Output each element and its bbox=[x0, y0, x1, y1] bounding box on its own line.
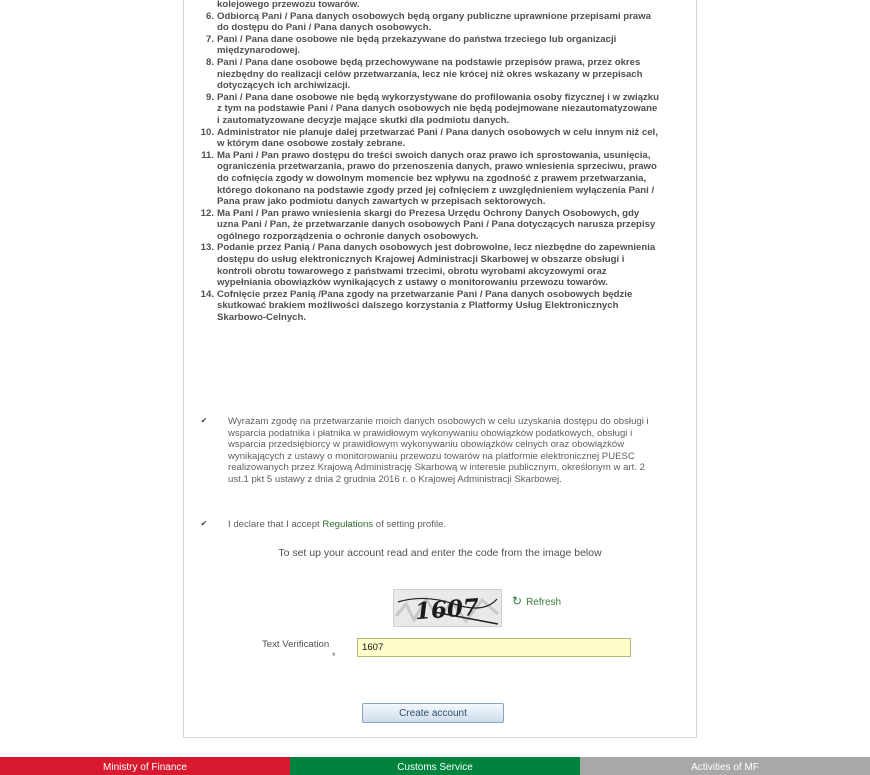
clause-number: 13. bbox=[200, 242, 214, 254]
consent-en-checkbox[interactable]: ✔ bbox=[200, 519, 208, 528]
clause-line: Ma Pani / Pan prawo wniesienia skargi do Prezesa Urzędu Ochrony Danych Osobowych, gdy bbox=[217, 207, 640, 219]
clause-line: międzynarodowej. bbox=[217, 45, 301, 57]
captcha-instruction: To set up your account read and enter the code from the image below bbox=[278, 547, 602, 559]
clause-line: dostępu do usług elektronicznych Krajowej Administracji Skarbowej w obszarze obsługi i bbox=[217, 254, 625, 266]
refresh-label[interactable]: Refresh bbox=[526, 597, 562, 608]
clause-item bbox=[200, 208, 680, 243]
required-mark: * bbox=[332, 651, 336, 661]
clause-line: do dostępu do Pani / Pana danych osobowych. bbox=[217, 22, 432, 34]
clause-line: Administrator nie planuje dalej przetwarzać Pani / Pana danych osobowych w celu innym niż cel, bbox=[217, 126, 658, 138]
clause-line: Pani / Pana dane osobowe nie będą wykorzystywane do profilowania osoby fizycznej i w związku bbox=[217, 91, 659, 103]
create-account-button[interactable]: Create account bbox=[362, 703, 504, 723]
consent-pl-line: Wyrażam zgodę na przetwarzanie moich danych osobowych w celu uzyskania dostępu do obsługi i bbox=[228, 416, 649, 427]
clause-line: i zautomatyzowane decyzje mające skutki dla podmiotu danych. bbox=[217, 114, 510, 126]
refresh-icon[interactable]: ↻ bbox=[512, 594, 523, 608]
clause-item bbox=[200, 92, 680, 127]
consent-pl-line: wsparcia podatnika i płatnika w prawidłowym wykonywaniu obowiązków podatkowych, obsługi i bbox=[228, 427, 633, 439]
consent-pl-line: realizowanych przez Krajową Administrację Skarbową w interesie publicznym, określonym w art. 2 bbox=[228, 462, 645, 474]
clause-line: w którym dane osobowe zostały zebrane. bbox=[217, 138, 406, 150]
clause-number: 12. bbox=[200, 207, 214, 219]
captcha-graphic bbox=[394, 590, 501, 626]
clause-item bbox=[200, 289, 680, 324]
footer-bar bbox=[0, 757, 870, 775]
clause-number: 8. bbox=[205, 56, 214, 68]
consent-pl bbox=[199, 416, 679, 486]
clause-line: Pana praw jako podmiotu danych zawartych w przepisach sektorowych. bbox=[217, 196, 546, 208]
consent-pl-line: wsparcia przedsiębiorcy w prawidłowym wykonywaniu obowiązków celnych oraz obowiązków bbox=[228, 439, 625, 451]
clause-item bbox=[200, 34, 680, 57]
regulations-link[interactable]: Regulations bbox=[322, 519, 374, 530]
clause-line: Skarbowo-Celnych. bbox=[217, 312, 307, 324]
clause-number: 10. bbox=[200, 126, 214, 138]
refresh-button[interactable] bbox=[512, 594, 561, 608]
clause-line: Cofnięcie przez Panią /Pana zgody na przetwarzanie Pani / Pana danych osobowych będzie bbox=[217, 288, 633, 300]
footer-ministry-of-finance[interactable]: Ministry of Finance bbox=[0, 757, 290, 775]
consent-en-after: of setting profile. bbox=[373, 519, 447, 530]
clause-line: Pani / Pana dane osobowe będą przechowywane na podstawie przepisów prawa, przez okres bbox=[217, 56, 641, 68]
clause-line: wypełniania obowiązków wynikających z ustawy o monitorowaniu przewozu towarów. bbox=[217, 277, 608, 289]
clause-line: Odbiorcą Pani / Pana danych osobowych będą organy publiczne uprawnione przepisami prawa bbox=[217, 10, 651, 22]
clause-item bbox=[200, 11, 680, 34]
clause-number: 14. bbox=[200, 288, 214, 300]
consent-en-text bbox=[228, 519, 679, 531]
clause-item bbox=[200, 150, 680, 208]
clause-line: którego dokonano na podstawie zgody przed jej cofnięciem z uwzględnieniem wyłączenia Pani / bbox=[217, 184, 655, 196]
clause-line: do cofnięcia zgody w dowolnym momencie bez wpływu na zgodność z prawem przetwarzania, bbox=[217, 172, 647, 184]
captcha-code: 1607 bbox=[414, 593, 480, 626]
clause-item bbox=[200, 127, 680, 150]
consent-pl-line: wynikających z ustawy o monitorowaniu przewozu towarów na platformie elektronicznej PUESC bbox=[228, 450, 635, 462]
clause-line: kolejowego przewozu towarów. bbox=[217, 0, 360, 10]
consent-en bbox=[199, 519, 679, 531]
clause-line: skutkować brakiem możliwości dalszego korzystania z Platformy Usług Elektronicznych bbox=[217, 300, 619, 312]
gdpr-clauses-list bbox=[200, 0, 680, 324]
clause-item bbox=[200, 57, 680, 92]
clause-line: Ma Pani / Pan prawo dostępu do treści swoich danych oraz prawo ich sprostowania, usunięcia, bbox=[217, 149, 651, 161]
clause-number: 6. bbox=[205, 10, 214, 22]
clause-item bbox=[200, 242, 680, 288]
verification-label: Text Verification bbox=[262, 639, 330, 650]
captcha-image bbox=[393, 589, 502, 627]
clause-line: niezbędny do realizacji celów przetwarzania, lecz nie krócej niż okres wskazany w przepisach bbox=[217, 68, 643, 80]
verification-input[interactable] bbox=[357, 638, 631, 657]
footer-activities-of-mf[interactable]: Activities of MF bbox=[580, 757, 870, 775]
clause-number: 7. bbox=[205, 33, 214, 45]
footer-customs-service[interactable]: Customs Service bbox=[290, 757, 580, 775]
consent-pl-line: ust.1 pkt 5 ustawy z dnia 2 grudnia 2016 r. o Krajowej Administracji Skarbowej. bbox=[228, 473, 562, 485]
clause-line: ograniczenia przetwarzania, prawo do przenoszenia danych, prawo wniesienia sprzeciwu, prawo bbox=[217, 161, 657, 173]
clause-number: 9. bbox=[205, 91, 214, 103]
consent-en-before: I declare that I accept bbox=[228, 519, 323, 530]
clause-line: ogólnego rozporządzenia o ochronie danych osobowych. bbox=[217, 230, 479, 242]
clause-line: z tym na podstawie Pani / Pana danych osobowych nie będą podejmowane niezautomatyzowane bbox=[217, 103, 658, 115]
clause-line: kontroli obrotu towarowego z państwami trzecimi, obrotu wyrobami akcyzowymi oraz bbox=[217, 265, 607, 277]
consent-pl-checkbox[interactable]: ✔ bbox=[200, 416, 208, 425]
clause-line: dotyczących ich archiwizacji. bbox=[217, 80, 351, 92]
consent-pl-text bbox=[228, 416, 679, 486]
clause-number: 11. bbox=[201, 149, 214, 161]
clause-item bbox=[200, 0, 680, 11]
clause-line: uzna Pani / Pan, że przetwarzanie danych osobowych Pani / Pana dotyczących narusza przepisy bbox=[217, 219, 656, 231]
clause-line: Pani / Pana dane osobowe nie będą przekazywane do państwa trzeciego lub organizacji bbox=[217, 33, 617, 45]
clause-line: Podanie przez Panią / Pana danych osobowych jest dobrowolne, lecz niezbędne do zapewnienia bbox=[217, 242, 656, 254]
